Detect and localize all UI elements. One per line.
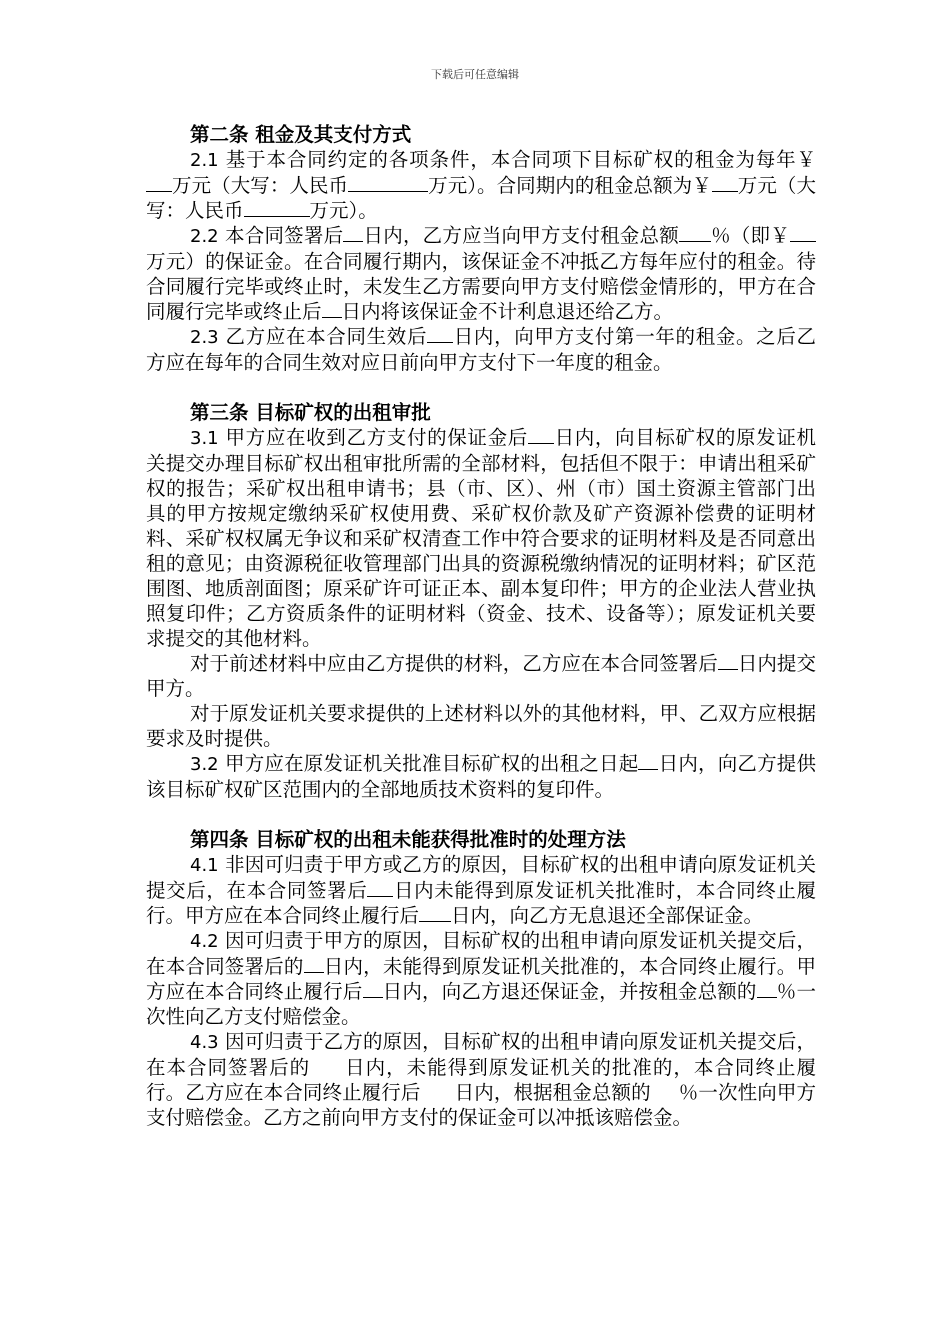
fill-blank [712, 173, 738, 192]
fill-blank [679, 223, 711, 242]
clause-text: 日内，向目标矿权的原发证机关提交办理目标矿权出租审批所需的全部材料，包括但不限于：申请出租采矿权的报告；采矿权出租申请书；县（市、区）、州（市）国土资源主管部门出具的甲方按规定缴纳采矿权使用费、采矿权价款及矿产资源补偿费的证明材料、采矿权权属无争议和采矿权清查工作中符合要求的证明材料及是否同意出租的意见；由资源税征收管理部门出具的资源税缴纳情况的证明材料；矿区范围图、地质剖面图；原采矿许可证正本、副本复印件；甲方的企业法人营业执照复印件；乙方资质条件的证明材料（资金、技术、设备等）；原发证机关要求提交的其他材料。 [146, 426, 816, 650]
clause-4-3 [146, 1029, 816, 1130]
clause-text: 日内，根据租金总额的 [454, 1081, 651, 1104]
clause-text: ％一次性向甲方支付赔偿金。乙方之前向甲方支付的保证金可以冲抵该赔偿金。 [146, 1081, 816, 1129]
clause-3-1 [146, 425, 816, 651]
clause-number: 3.2 [190, 754, 219, 775]
clause-text: 因可归责于甲方的原因，目标矿权的出租申请向原发证机关提交后，在本合同签署后的 [146, 929, 816, 978]
fill-blank [419, 903, 451, 922]
clause-text: 基于本合同约定的各项条件，本合同项下目标矿权的租金为每年￥ [218, 148, 816, 171]
article-3-title: 第三条 目标矿权的出租审批 [190, 401, 431, 424]
article-2-title: 第二条 租金及其支付方式 [190, 123, 412, 146]
fill-blank [718, 651, 738, 670]
clause-text: 日内，向乙方提供该目标矿权矿区范围内的全部地质技术资料的复印件。 [146, 752, 816, 801]
clause-3-1-b [146, 651, 816, 701]
clause-text: ％一次性向乙方支付赔偿金。 [146, 980, 816, 1028]
clause-text: 乙方应在本合同生效后 [218, 325, 428, 348]
clause-text: 万元）的保证金。在合同履行期内，该保证金不冲抵乙方每年应付的租金。待合同履行完毕或终止时，未发生乙方需要向甲方支付赔偿金情形的，甲方在合同履行完毕或终止后 [146, 250, 816, 323]
clause-number: 2.1 [190, 150, 219, 171]
clause-number: 2.2 [190, 226, 219, 247]
clause-number: 4.3 [190, 1032, 219, 1053]
clause-2-2 [146, 223, 816, 324]
clause-text: 日内提交甲方。 [146, 652, 816, 700]
clause-text: ％（即￥ [710, 224, 790, 247]
fill-blank [304, 954, 324, 973]
fill-blank [528, 425, 554, 444]
clause-3-2 [146, 751, 816, 802]
clause-text: 因可归责于乙方的原因，目标矿权的出租申请向原发证机关提交后，在本合同签署后的 [146, 1030, 816, 1079]
fill-blank [363, 979, 383, 998]
clause-text: 日内将该保证金不计利息退还给乙方。 [341, 300, 674, 323]
clause-text: 万元）。合同期内的租金总额为￥ [428, 174, 712, 197]
clause-text: 日内，乙方应当向甲方支付租金总额 [363, 224, 679, 247]
page-header-note: 下载后可任意编辑 [431, 68, 519, 81]
clause-text: 对于原发证机关要求提供的上述材料以外的其他材料，甲、乙双方应根据要求及时提供。 [146, 702, 816, 750]
fill-blank [757, 979, 777, 998]
article-4-title: 第四条 目标矿权的出租未能获得批准时的处理方法 [190, 828, 626, 851]
clause-text: 日内未能得到原发证机关批准时，本合同终止履行。甲方应在本合同终止履行后 [146, 879, 816, 927]
clause-number: 2.3 [190, 327, 219, 348]
fill-blank [367, 878, 393, 897]
clause-2-3 [146, 324, 816, 375]
clause-4-2 [146, 928, 816, 1029]
fill-blank [427, 324, 453, 343]
clause-3-1-c [146, 701, 816, 751]
fill-blank [348, 173, 428, 192]
fill-blank [638, 751, 658, 770]
clause-number: 3.1 [190, 428, 219, 449]
clause-text: 甲方应在原发证机关批准目标矿权的出租之日起 [218, 752, 639, 775]
document-body [146, 122, 816, 1130]
clause-text: 万元）。 [309, 199, 378, 222]
clause-number: 4.1 [190, 855, 219, 876]
clause-text: 日内，未能得到原发证机关批准的，本合同终止履行。甲方应在本合同终止履行后 [146, 955, 816, 1003]
fill-blank [790, 223, 816, 242]
clause-text: 甲方应在收到乙方支付的保证金后 [218, 426, 528, 449]
clause-text: 对于前述材料中应由乙方提供的材料，乙方应在本合同签署后 [190, 652, 718, 675]
clause-text: 日内，未能得到原发证机关的批准的，本合同终止履行。乙方应在本合同终止履行后 [146, 1056, 816, 1104]
clause-text: 日内，向甲方支付第一年的租金。之后乙方应在每年的合同生效对应日前向甲方支付下一年度的租金。 [146, 325, 816, 374]
clause-text: 万元（大写：人民币 [146, 174, 816, 222]
clause-number: 4.2 [190, 931, 219, 952]
fill-blank [343, 223, 363, 242]
clause-text: 日内，向乙方无息退还全部保证金。 [451, 904, 764, 927]
clause-4-1 [146, 852, 816, 928]
fill-blank [244, 198, 310, 217]
fill-blank [146, 173, 172, 192]
clause-text: 本合同签署后 [218, 224, 344, 247]
fill-blank [322, 299, 342, 318]
clause-text: 万元（大写：人民币 [172, 174, 349, 197]
clause-2-1 [146, 147, 816, 223]
clause-text: 非因可归责于甲方或乙方的原因，目标矿权的出租申请向原发证机关提交后，在本合同签署后 [146, 853, 816, 902]
clause-text: 日内，向乙方退还保证金，并按租金总额的 [382, 980, 757, 1003]
